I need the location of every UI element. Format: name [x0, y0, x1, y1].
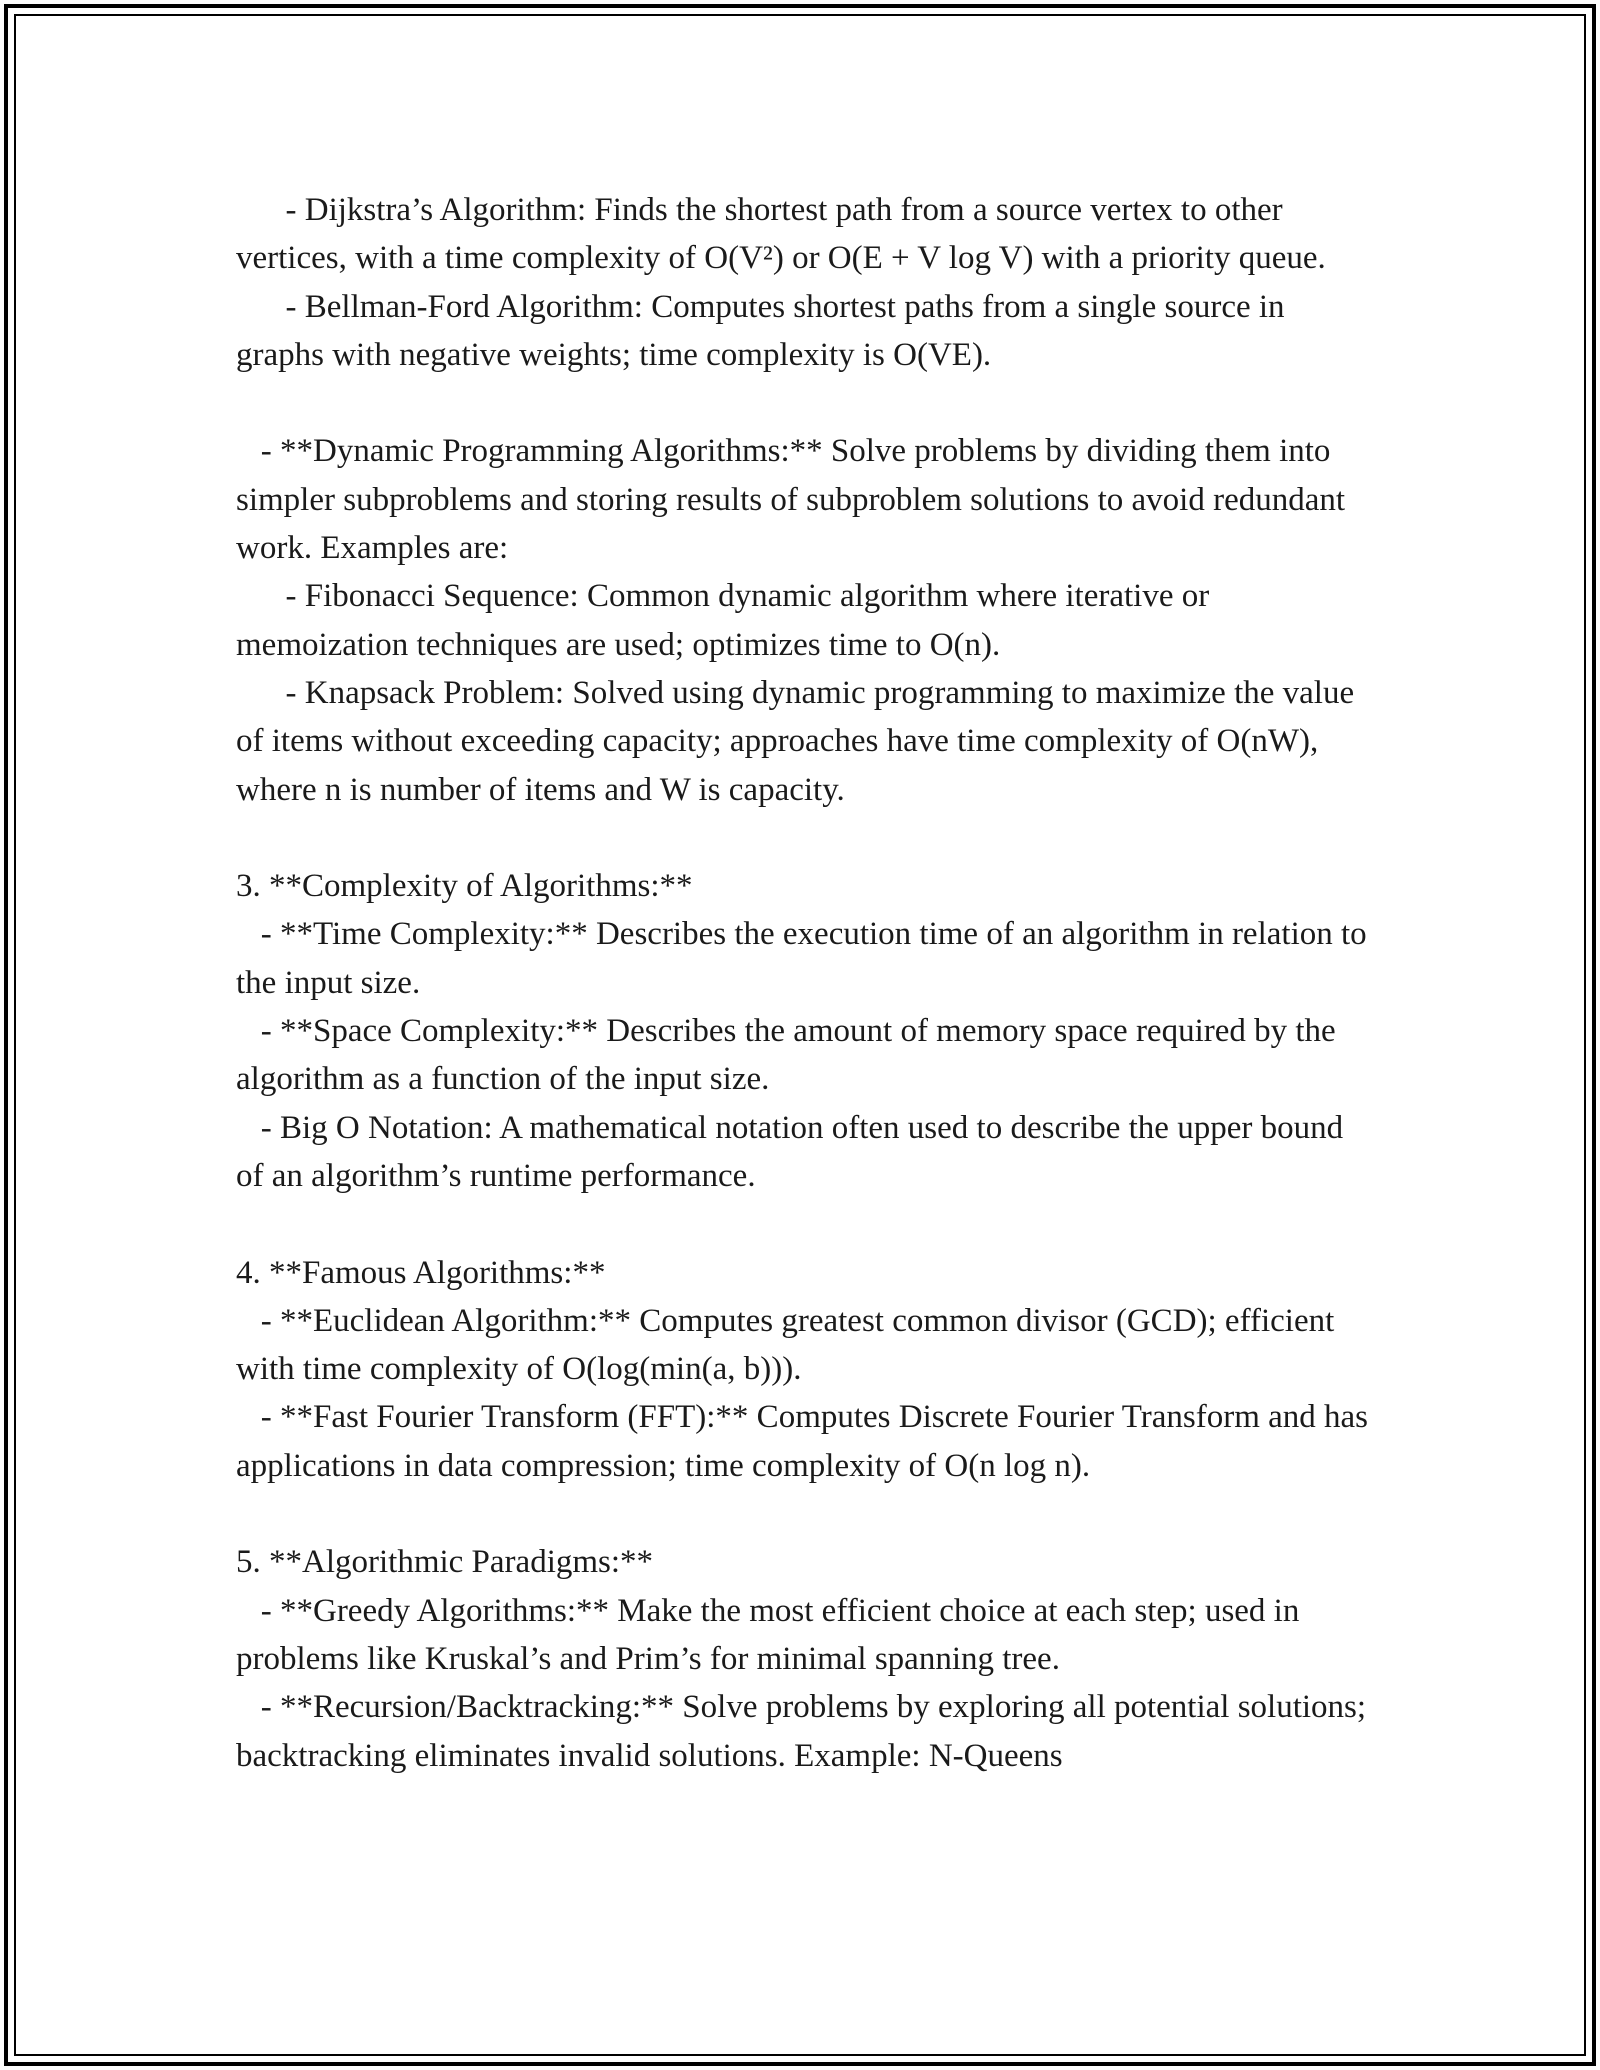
paragraph-recursion: - **Recursion/Backtracking:** Solve problems by exploring all potential solutions; backtracking eliminates invalid solutions. Example: N-Queens — [236, 1689, 1375, 1774]
heading-complexity: 3. **Complexity of Algorithms:** — [236, 868, 693, 905]
paragraph-big-o: - Big O Notation: A mathematical notation often used to describe the upper bound of an algorithm’s runtime performance. — [236, 1109, 1352, 1194]
paragraph-knapsack: - Knapsack Problem: Solved using dynamic programming to maximize the value of items without exceeding capacity; approaches have time complexity of O(nW), where n is number of items and W is capacity. — [236, 674, 1363, 808]
paragraph-time-complexity: - **Time Complexity:** Describes the execution time of an algorithm in relation to the input size. — [236, 916, 1375, 1001]
paragraph-fibonacci: - Fibonacci Sequence: Common dynamic algorithm where iterative or memoization techniques are used; optimizes time to O(n). — [236, 578, 1218, 663]
document-body — [236, 186, 1376, 1780]
paragraph-euclidean: - **Euclidean Algorithm:** Computes greatest common divisor (GCD); efficient with time complexity of O(log(min(a, b))). — [236, 1302, 1343, 1388]
blank-line — [236, 379, 1376, 427]
paragraph-space-complexity: - **Space Complexity:** Describes the amount of memory space required by the algorithm as a function of the input size. — [236, 1013, 1344, 1098]
paragraph-dynamic-programming: - **Dynamic Programming Algorithms:** Solve problems by dividing them into simpler subproblems and storing results of subproblem solutions to avoid redundant work. Examples are: — [236, 433, 1354, 567]
heading-paradigms: 5. **Algorithmic Paradigms:** — [236, 1544, 654, 1581]
paragraph-greedy: - **Greedy Algorithms:** Make the most efficient choice at each step; used in problems like Kruskal’s and Prim’s for minimal spanning tree. — [236, 1592, 1308, 1677]
heading-famous-algorithms: 4. **Famous Algorithms:** — [236, 1254, 606, 1291]
paragraph-dijkstra: - Dijkstra’s Algorithm: Finds the shortest path from a source vertex to other vertices, with a time complexity of O(V²) or O(E + V log V) with a priority queue. — [236, 192, 1326, 277]
blank-line — [236, 814, 1376, 862]
paragraph-bellman-ford: - Bellman-Ford Algorithm: Computes shortest paths from a single source in graphs with negative weights; time complexity is O(VE). — [236, 288, 1293, 373]
blank-line — [236, 1490, 1376, 1538]
blank-line — [236, 1200, 1376, 1248]
paragraph-fft: - **Fast Fourier Transform (FFT):** Computes Discrete Fourier Transform and has applications in data compression; time complexity of O(n log n). — [236, 1399, 1377, 1484]
